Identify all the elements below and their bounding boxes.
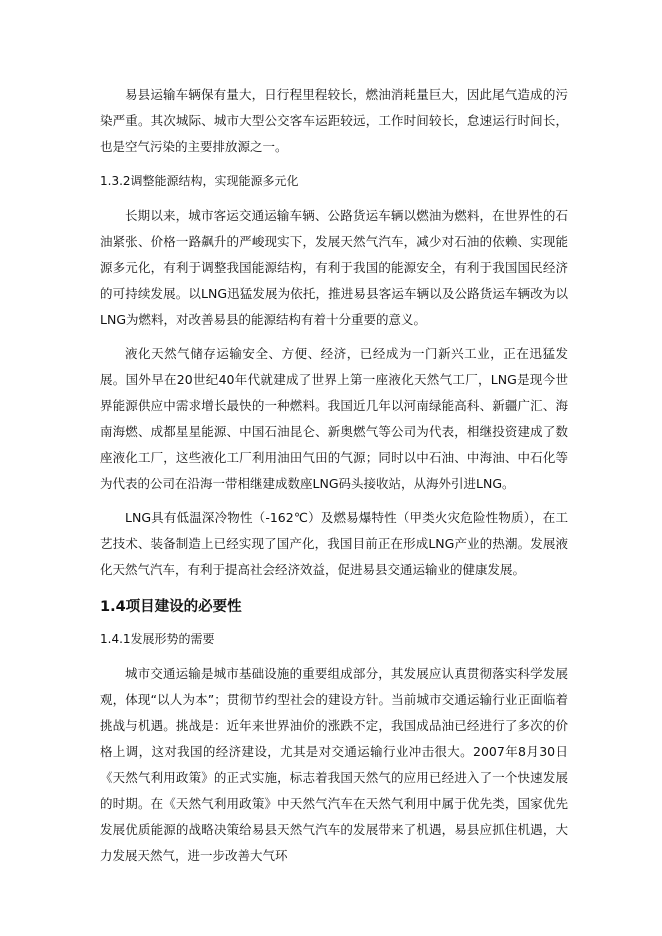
- need-paragraph: 城市交通运输是城市基础设施的重要组成部分，其发展应认真贯彻落实科学发展观，体现“以人为本”；贯彻节约型社会的建设方针。当前城市交通运输行业正面临着挑战与机遇。挑战是：近年来世界油价的涨跌不定，我国成品油已经进行了多次的价格上调，这对我国的经济建设，尤其是对交通运输行业冲击很大。2007年8月30日《天然气利用政策》的正式实施，标志着我国天然气的应用已经进入了一个快速发展的时期。在《天然气利用政策》中天然气汽车在天然气利用中属于优先类，国家优先发展优质能源的战略决策给易县天然气汽车的发展带来了机遇，易县应抓住机遇，大力发展天然气，进一步改善大气环: [100, 666, 568, 863]
- energy-paragraph-2: 液化天然气储存运输安全、方便、经济，已经成为一门新兴工业，正在迅猛发展。国外早在20世纪40年代就建成了世界上第一座液化天然气工厂，LNG是现今世界能源供应中需求增长最快的一种燃料。我国近几年以河南绿能高科、新疆广汇、海南海燃、成都星星能源、中国石油昆仑、新奥燃气等公司为代表，相继投资建成了数座液化工厂，这些液化工厂利用油田气田的气源；同时以中石油、中海油、中石化等为代表的公司在沿海一带相继建成数座LNG码头接收站，从海外引进LNG。: [100, 346, 568, 491]
- subsection-heading-1-4-1: 1.4.1发展形势的需要: [100, 632, 215, 646]
- intro-paragraph: 易县运输车辆保有量大，日行程里程较长，燃油消耗量巨大，因此尾气造成的污染严重。其次城际、城市大型公交客车运距较远，工作时间较长，怠速运行时间长，也是空气污染的主要排放源之一。: [100, 87, 568, 154]
- subsection-heading-1-3-2: 1.3.2调整能源结构，实现能源多元化: [100, 174, 299, 188]
- energy-paragraph-1: 长期以来，城市客运交通运输车辆、公路货运车辆以燃油为燃料，在世界性的石油紧张、价格一路飙升的严峻现实下，发展天然气汽车，减少对石油的依赖、实现能源多元化，有利于调整我国能源结构，有利于我国的能源安全，有利于我国国民经济的可持续发展。以LNG迅猛发展为依托，推进易县客运车辆以及公路货运车辆改为以LNG为燃料，对改善易县的能源结构有着十分重要的意义。: [100, 208, 568, 327]
- energy-paragraph-3: LNG具有低温深冷物性（-162℃）及燃易爆特性（甲类火灾危险性物质），在工艺技术、装备制造上已经实现了国产化，我国目前正在形成LNG产业的热潮。发展液化天然气汽车，有利于提高社会经济效益，促进易县交通运输业的健康发展。: [100, 510, 568, 577]
- section-heading-1-4: 1.4项目建设的必要性: [100, 599, 242, 615]
